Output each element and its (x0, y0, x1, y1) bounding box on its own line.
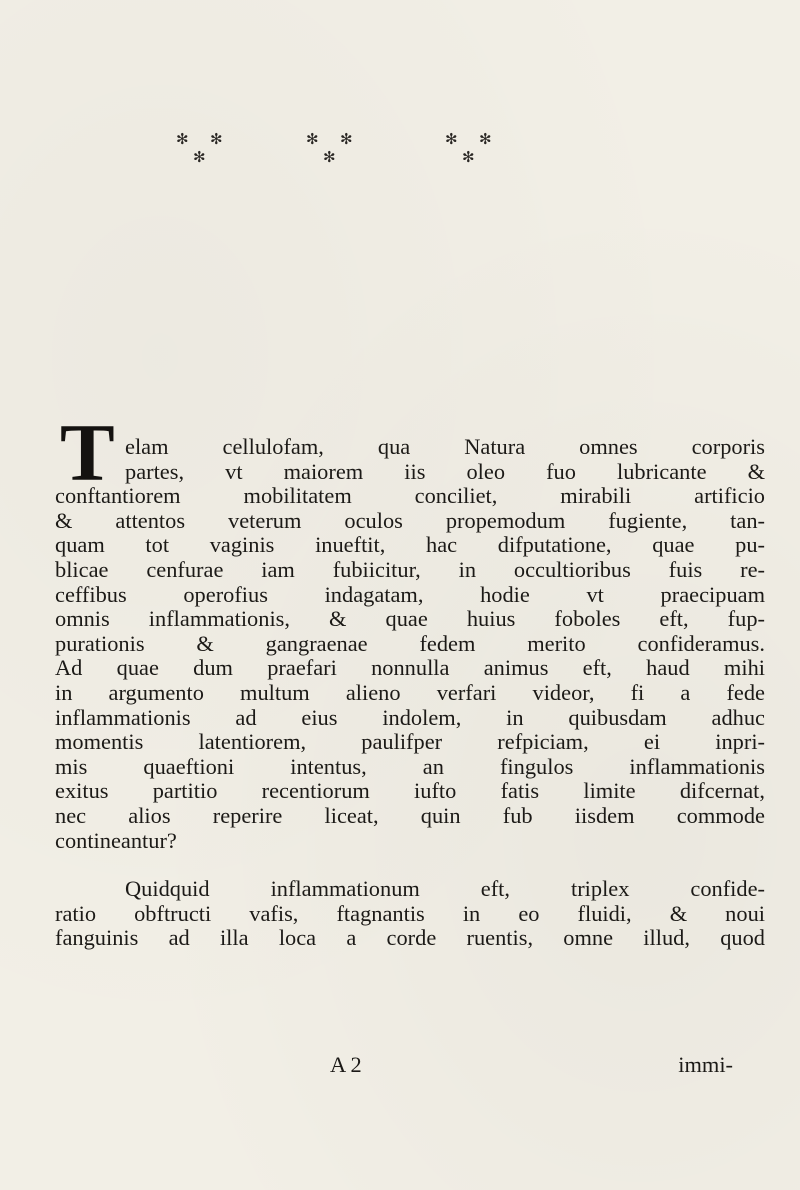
text-line: in argumento multum alieno verfari videor, fi a fede (55, 679, 765, 705)
text-line: contineantur? (55, 827, 177, 853)
asterism-icon: ✻ (176, 130, 189, 148)
text-line: ratio obftructi vafis, ftagnantis in eo fluidi, & noui (55, 900, 765, 926)
text-line: fanguinis ad illa loca a corde ruentis, omne illud, quod (55, 925, 765, 951)
asterism-icon: ✻ (462, 148, 475, 166)
text-line: Ad quae dum praefari nonnulla animus eft, haud mihi (55, 655, 765, 681)
text-line: Quidquid inflammationum eft, triplex confide- (125, 876, 765, 902)
text-line: mis quaeftioni intentus, an fingulos inflammationis (55, 753, 765, 779)
asterism-icon: ✻ (306, 130, 319, 148)
text-line: blicae cenfurae iam fubiicitur, in occultioribus fuis re- (55, 556, 765, 582)
signature-mark: A 2 (330, 1052, 362, 1077)
main-text (55, 435, 765, 951)
text-line: conftantiorem mobilitatem conciliet, mirabili artificio (55, 483, 765, 509)
catchword: immi- (678, 1052, 733, 1077)
text-line: exitus partitio recentiorum iufto fatis limite difcernat, (55, 778, 765, 804)
text-line: purationis & gangraenae fedem merito confideramus. (55, 630, 765, 656)
text-line: elam cellulofam, qua Natura omnes corporis (125, 434, 765, 459)
asterism-icon: ✻ (210, 130, 223, 148)
ornament-group-center (306, 130, 366, 170)
paragraph-gap (55, 853, 765, 877)
text-line: momentis latentiorem, paulifper refpiciam, ei inpri- (55, 729, 765, 755)
asterism-icon: ✻ (340, 130, 353, 148)
text-line: nec alios reperire liceat, quin fub iisdem commode (55, 802, 765, 828)
ornament-group-right (445, 130, 505, 170)
text-line: inflammationis ad eius indolem, in quibusdam adhuc (55, 704, 765, 730)
asterism-icon: ✻ (445, 130, 458, 148)
asterism-icon: ✻ (193, 148, 206, 166)
drop-cap: T (60, 407, 115, 498)
text-line: & attentos veterum oculos propemodum fugiente, tan- (55, 507, 765, 533)
asterism-icon: ✻ (323, 148, 336, 166)
text-line: quam tot vaginis inueftit, hac difputatione, quae pu- (55, 532, 765, 558)
text-line: partes, vt maiorem iis oleo fuo lubricante & (125, 458, 765, 484)
ornament-group-left (176, 130, 236, 170)
text-line: omnis inflammationis, & quae huius foboles eft, fup- (55, 606, 765, 632)
text-line: ceffibus operofius indagatam, hodie vt praecipuam (55, 581, 765, 607)
asterism-icon: ✻ (479, 130, 492, 148)
